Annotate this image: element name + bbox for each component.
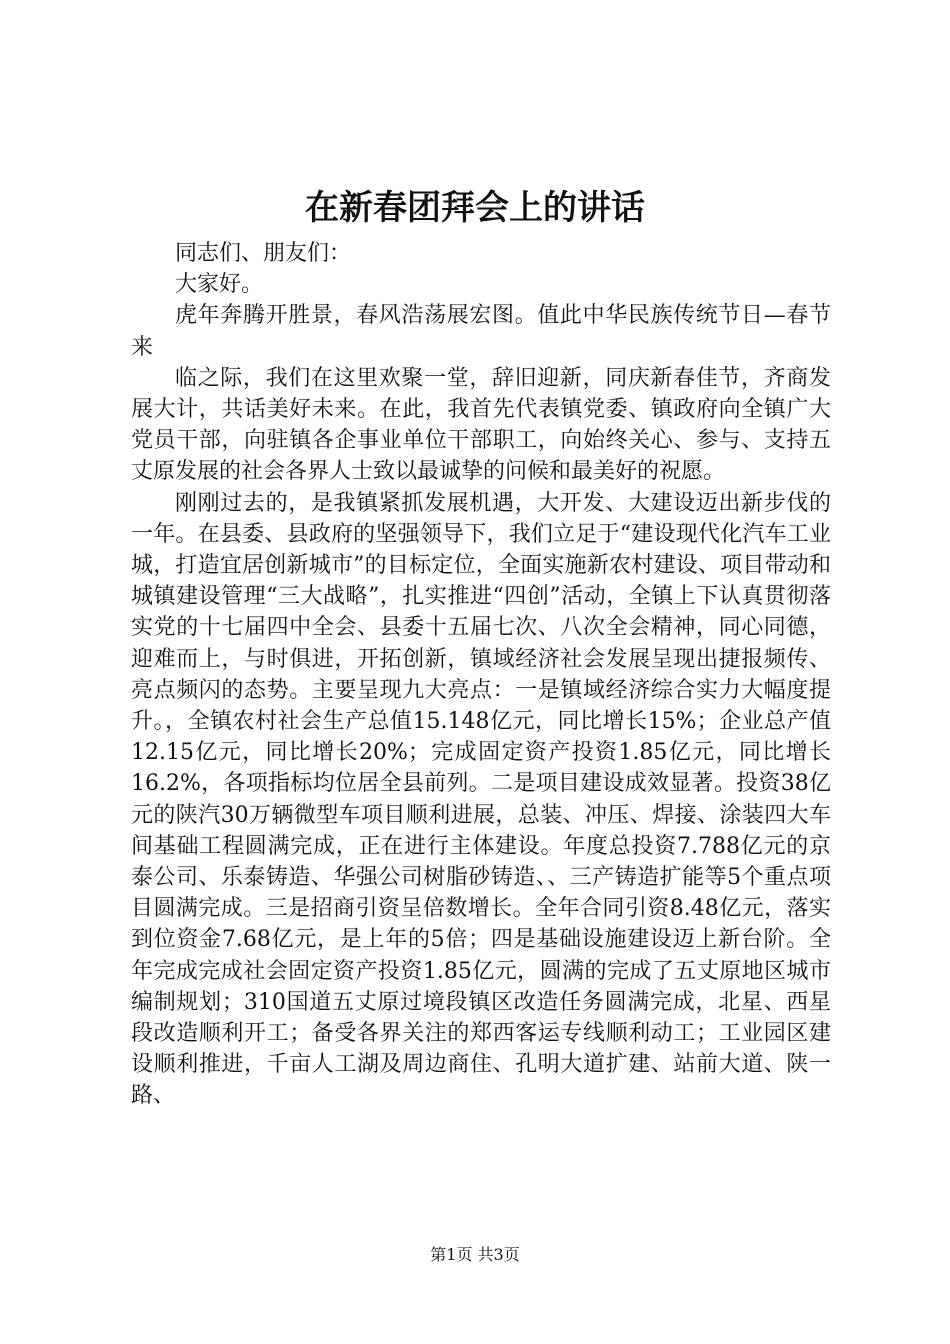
paragraph-greeting: 大家好。 (175, 272, 264, 298)
paragraph-wishes: 临之际，我们在这里欢聚一堂，辞旧迎新，同庆新春佳节，齐商发展大计，共话美好未来。在此，我首先代表镇党委、镇政府向全镇广大党员干部，向驻镇各企事业单位干部职工，向始终关心、参与、支持五丈原发展的社会各界人士致以最诚挚的问候和最美好的祝愿。 (131, 365, 831, 485)
paragraph-review: 刚刚过去的，是我镇紧抓发展机遇，大开发、大建设迈出新步伐的一年。在县委、县政府的坚强领导下，我们立足于“建设现代化汽车工业城，打造宜居创新城市”的目标定位，全面实施新农村建设、项目带动和城镇建设管理“三大战略”，扎实推进“四创”活动，全镇上下认真贯彻落实党的十七届四中全会、县委十五届七次、八次全会精神，同心同德，迎难而上，与时俱进，开拓创新，镇域经济社会发展呈现出捷报频传、亮点频闪的态势。主要呈现九大亮点：一是镇域经济综合实力大幅度提升。，全镇农村社会生产总值15.148亿元，同比增长15%；企业总产值12.15亿元，同比增长20%；完成固定资产投资1.85亿元，同比增长16.2%，各项指标均位居全县前列。二是项目建设成效显著。投资38亿元的陕汽30万辆微型车项目顺利进展，总装、冲压、焊接、涂装四大车间基础工程圆满完成，正在进行主体建设。年度总投资7.788亿元的京泰公司、乐泰铸造、华强公司树脂砂铸造、、三产铸造扩能等5个重点项目圆满完成。三是招商引资呈倍数增长。全年合同引资8.48亿元，落实到位资金7.68亿元，是上年的5倍；四是基础设施建设迈上新台阶。全年完成完成社会固定资产投资1.85亿元，圆满的完成了五丈原地区城市编制规划；310国道五丈原过境段镇区改造任务圆满完成，北星、西星段改造顺利开工；备受各界关注的郑西客运专线顺利动工；工业园区建设顺利推进，千亩人工湖及周边商住、孔明大道扩建、站前大道、陕一路、 (131, 490, 831, 1109)
document-title: 在新春团拜会上的讲话 (305, 188, 645, 228)
document-body (131, 238, 831, 1112)
page-footer: 第1页 共3页 (430, 1245, 520, 1264)
paragraph-opening: 虎年奔腾开胜景，春风浩荡展宏图。值此中华民族传统节日—春节来 (131, 303, 831, 360)
paragraph-salutation: 同志们、朋友们： (175, 241, 352, 266)
